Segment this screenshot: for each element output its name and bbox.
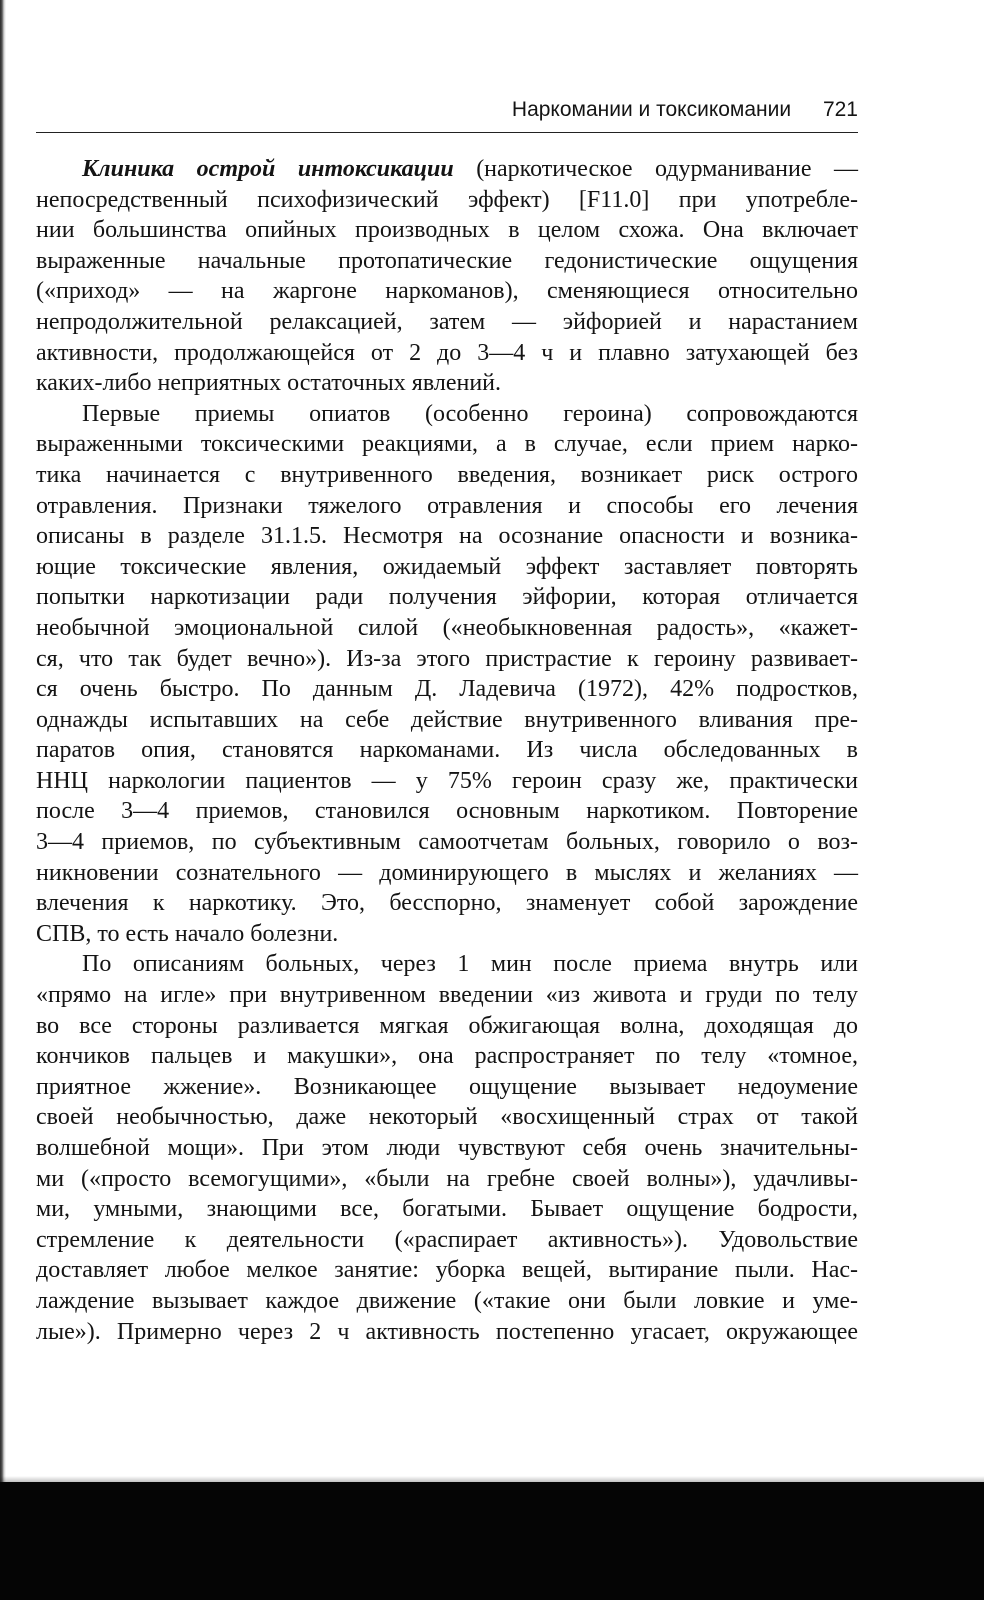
text-line: СПВ, то есть начало болезни.	[36, 920, 339, 947]
text-line: отравления. Признаки тяжелого отравления и способы его лечения	[36, 492, 858, 519]
body-text	[36, 154, 858, 1347]
text-line: выраженными токсическими реакциями, а в случае, если прием нарко-	[36, 431, 858, 458]
text-line: ющие токсические явления, ожидаемый эффект заставляет повторять	[36, 553, 858, 580]
page-number: 721	[822, 98, 858, 121]
text-line: после 3—4 приемов, становился основным наркотиком. Повторение	[36, 798, 858, 825]
scan-bottom-edge	[0, 1482, 984, 1600]
text-line: никновении сознательного — доминирующего в мыслях и желаниях —	[36, 859, 858, 886]
text-line: описаны в разделе 31.1.5. Несмотря на осознание опасности и возника-	[36, 523, 858, 550]
text-line: необычной эмоциональной силой («необыкновенная радость», «кажет-	[36, 614, 858, 641]
text-line: По описаниям больных, через 1 мин после приема внутрь или	[82, 951, 858, 978]
page-header	[36, 98, 858, 133]
text-line: 3—4 приемов, по субъективным самоотчетам больных, говорило о воз-	[36, 829, 858, 856]
text-line: Клиника острой интоксикации (наркотическое одурманивание —	[82, 156, 858, 182]
text-line: во все стороны разливается мягкая обжигающая волна, доходящая до	[36, 1012, 858, 1039]
text-line: Первые приемы опиатов (особенно героина) сопровождаются	[82, 400, 858, 427]
text-line: ся очень быстро. По данным Д. Ладевича (1972), 42% подростков,	[36, 676, 858, 703]
text-line: влечения к наркотику. Это, бесспорно, знаменует собой зарождение	[36, 890, 858, 917]
paragraph-3	[36, 949, 858, 1347]
text-line: непродолжительной релаксацией, затем — эйфорией и нарастанием	[36, 308, 858, 335]
text-line: однажды испытавших на себе действие внутривенного вливания пре-	[36, 706, 858, 733]
text-line: («приход» — на жаргоне наркоманов), сменяющиеся относительно	[36, 278, 858, 305]
text-line: стремление к деятельности («распирает активность»). Удовольствие	[36, 1226, 858, 1253]
text-line: «прямо на игле» при внутривенном введении «из живота и груди по телу	[36, 982, 858, 1009]
text-line: активности, продолжающейся от 2 до 3—4 ч и плавно затухающей без	[36, 339, 858, 366]
running-title: Наркомании и токсикомании	[511, 98, 792, 121]
text-line: лые»). Примерно через 2 ч активность постепенно угасает, окружающее	[36, 1318, 858, 1345]
text-line: ми, умными, знающими все, богатыми. Бывает ощущение бодрости,	[36, 1196, 858, 1223]
text-line: ся, что так будет вечно»). Из-за этого пристрастие к героину развивает-	[36, 645, 858, 672]
text-line: непосредственный психофизический эффект) [F11.0] при употребле-	[36, 186, 858, 213]
scan-left-edge	[0, 0, 6, 1540]
text-line: кончиков пальцев и макушки», она распространяет по телу «томное,	[36, 1043, 858, 1070]
text-line: своей необычностью, даже некоторый «восхищенный страх от такой	[36, 1104, 858, 1131]
text-line: паратов опия, становятся наркоманами. Из числа обследованных в	[36, 737, 858, 764]
text-line: приятное жжение». Возникающее ощущение вызывает недоумение	[36, 1073, 858, 1100]
text-line: доставляет любое мелкое занятие: уборка вещей, вытирание пыли. Нас-	[36, 1257, 858, 1284]
text-line: тика начинается с внутривенного введения, возникает риск острого	[36, 461, 858, 488]
text-line: нии большинства опийных производных в целом схожа. Она включает	[36, 217, 858, 244]
emphasis-term: Клиника острой интоксикации	[82, 156, 454, 182]
text-line: ННЦ наркологии пациентов — у 75% героин сразу же, практически	[36, 767, 858, 794]
text-line: выраженные начальные протопатические гедонистические ощущения	[36, 247, 858, 274]
text-line: попытки наркотизации ради получения эйфории, которая отличается	[36, 584, 858, 611]
paragraph-2	[36, 399, 858, 950]
text-line: волшебной мощи». При этом люди чувствуют себя очень значительны-	[36, 1135, 858, 1161]
paragraph-1	[36, 154, 858, 399]
text-line: ми («просто всемогущими», «были на гребне своей волны»), удачливы-	[36, 1165, 858, 1192]
text-line: каких-либо неприятных остаточных явлений.	[36, 370, 502, 397]
text-line: лаждение вызывает каждое движение («такие они были ловкие и уме-	[36, 1287, 858, 1314]
